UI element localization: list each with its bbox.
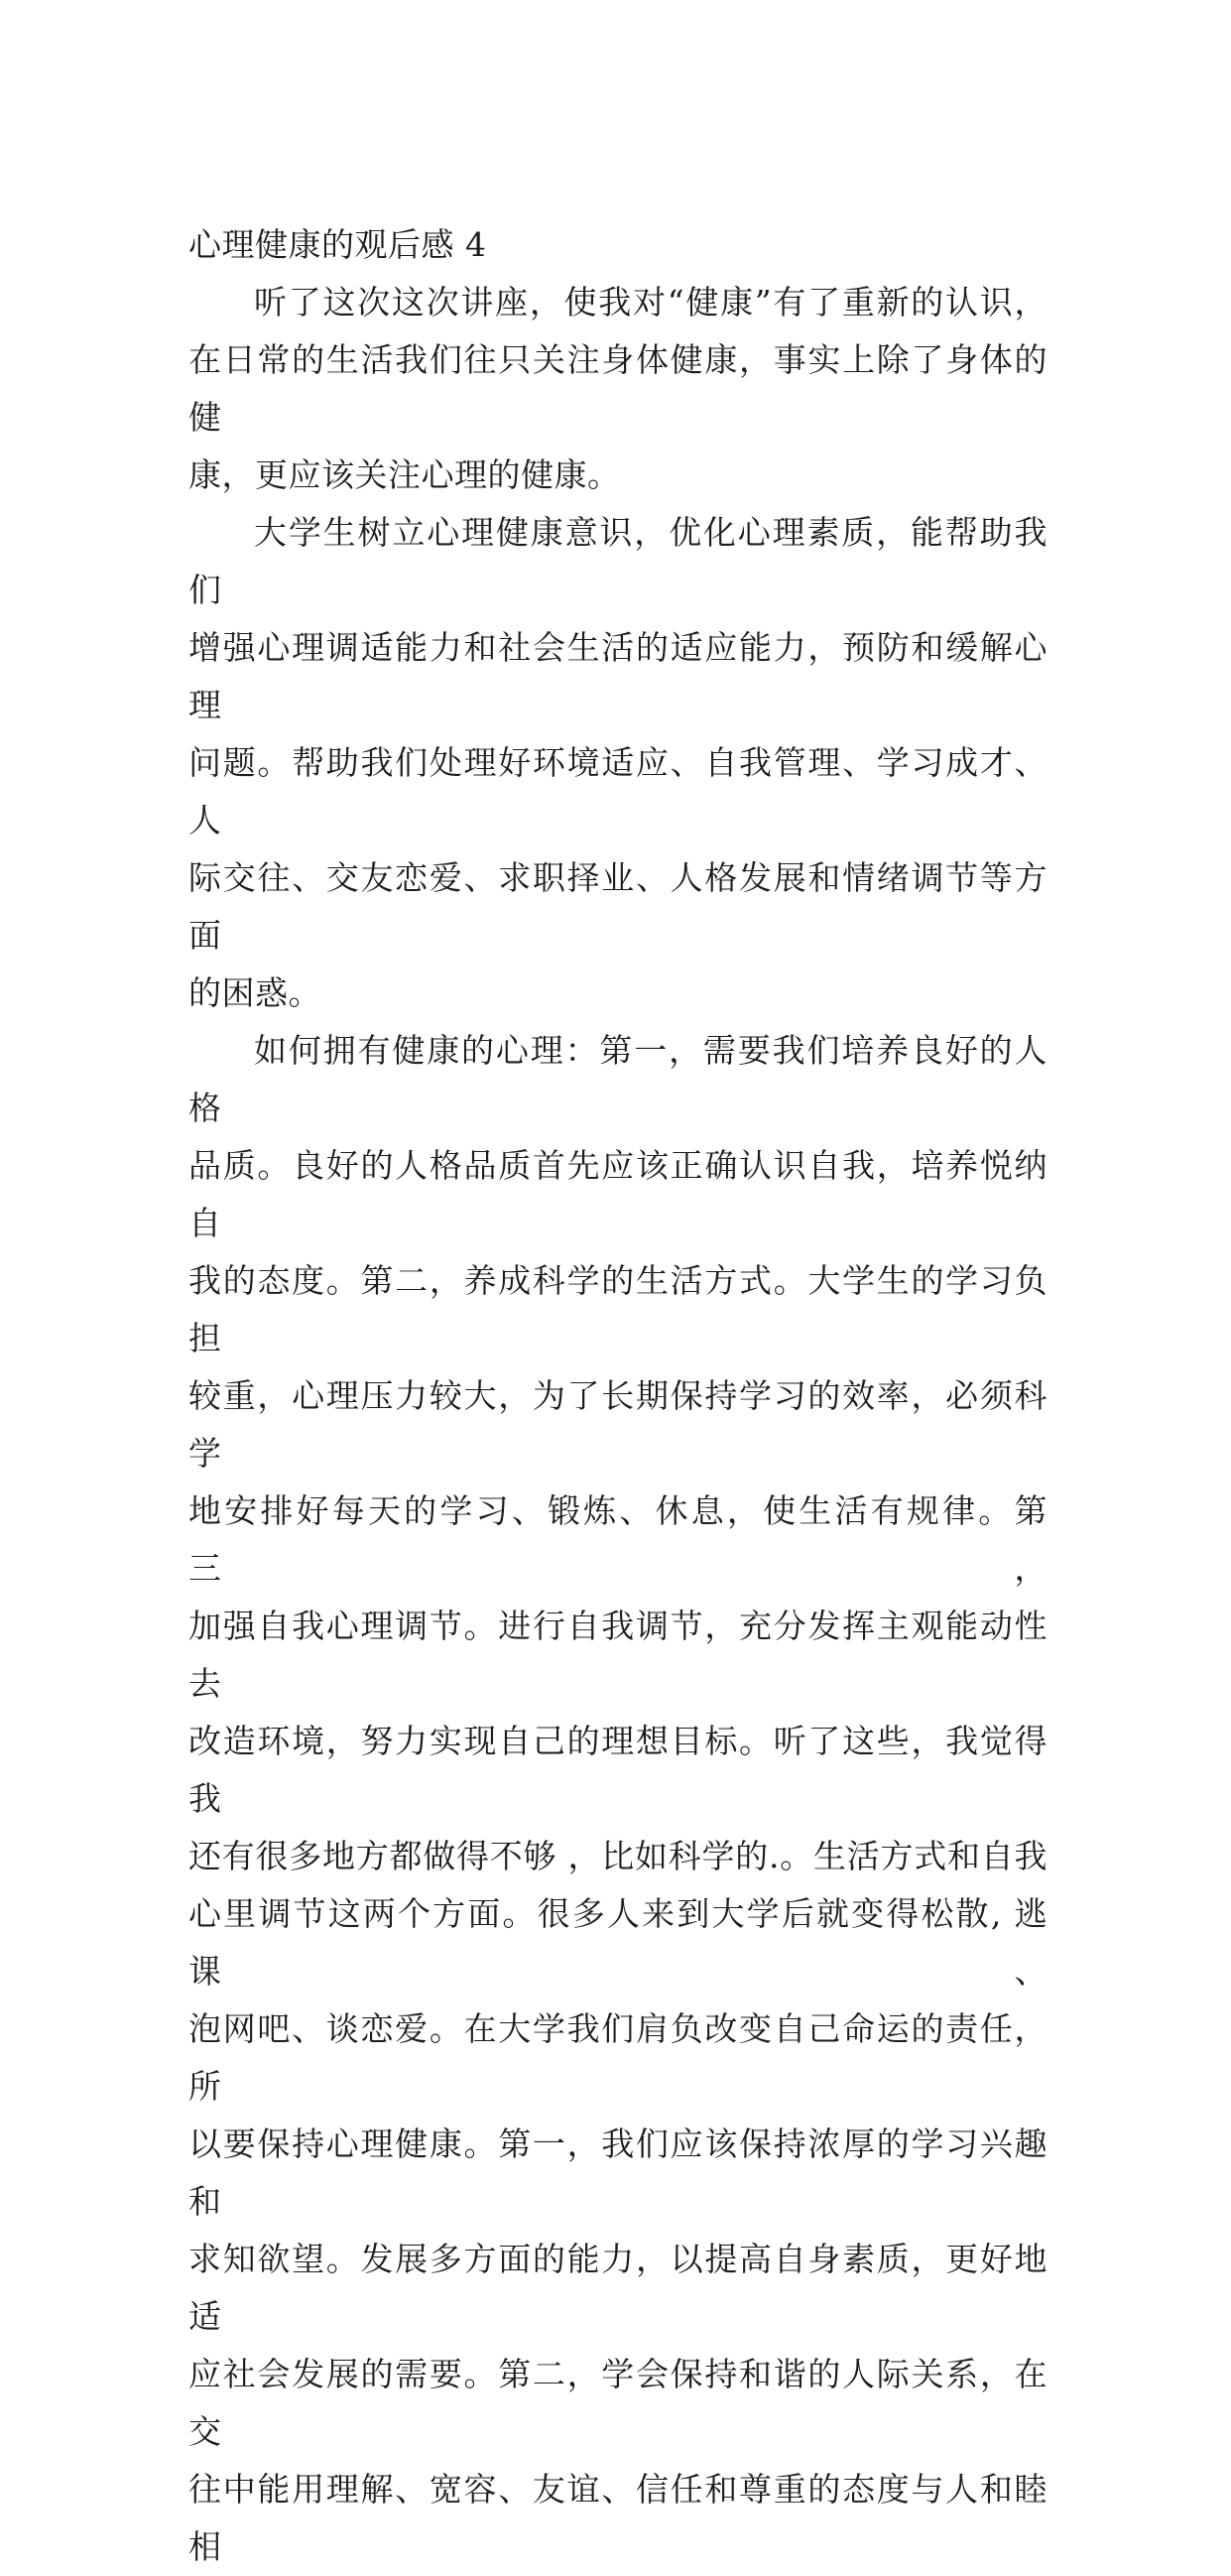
document-body xyxy=(188,216,1047,2576)
text-line: 地安排好每天的学习、锻炼、休息，使生活有规律。第三， xyxy=(188,1491,1047,1588)
text-line: 较重，心理压力较大，为了长期保持学习的效率，必须科学 xyxy=(188,1376,1047,1473)
text-line: 我的态度。第二，养成科学的生活方式。大学生的学习负担 xyxy=(188,1261,1047,1357)
text-line: 听了这次这次讲座，使我对“健康”有了重新的认识， xyxy=(254,283,1047,322)
text-line: 心里调节这两个方面。很多人来到大学后就变得松散, 逃课、 xyxy=(188,1894,1047,1991)
text-line: 品质。良好的人格品质首先应该正确认识自我，培养悦纳自 xyxy=(188,1146,1047,1242)
text-line: 际交往、交友恋爱、求职择业、人格发展和情绪调节等方面 xyxy=(188,858,1047,955)
text-line: 的困惑。 xyxy=(188,973,321,1012)
text-line: 往中能用理解、宽容、友谊、信任和尊重的态度与人和睦相 xyxy=(188,2470,1047,2566)
text-line: 问题。帮助我们处理好环境适应、自我管理、学习成才、人 xyxy=(188,743,1047,839)
document-title: 心理健康的观后感 4 xyxy=(188,225,487,264)
text-line: 大学生树立心理健康意识，优化心理素质，能帮助我们 xyxy=(188,513,1047,609)
text-line: 康，更应该关注心理的健康。 xyxy=(188,455,621,494)
text-line: 以要保持心理健康。第一，我们应该保持浓厚的学习兴趣和 xyxy=(188,2125,1047,2221)
text-line: 如何拥有健康的心理：第一，需要我们培养良好的人格 xyxy=(188,1031,1047,1127)
text-line: 应社会发展的需要。第二，学会保持和谐的人际关系，在交 xyxy=(188,2355,1047,2451)
text-line: 加强自我心理调节。进行自我调节，充分发挥主观能动性去 xyxy=(188,1607,1047,1703)
text-line: 泡网吧、谈恋爱。在大学我们肩负改变自己命运的责任，所 xyxy=(188,2009,1047,2106)
text-line: 在日常的生活我们往只关注身体健康，事实上除了身体的健 xyxy=(188,340,1047,437)
text-line: 还有很多地方都做得不够 ，比如科学的.。生活方式和自我 xyxy=(188,1837,1047,1875)
text-line: 增强心理调适能力和社会生活的适应能力，预防和缓解心理 xyxy=(188,628,1047,724)
text-line: 求知欲望。发展多方面的能力，以提高自身素质，更好地适 xyxy=(188,2240,1047,2336)
text-line: 改造环境，努力实现自己的理想目标。听了这些，我觉得我 xyxy=(188,1722,1047,1818)
